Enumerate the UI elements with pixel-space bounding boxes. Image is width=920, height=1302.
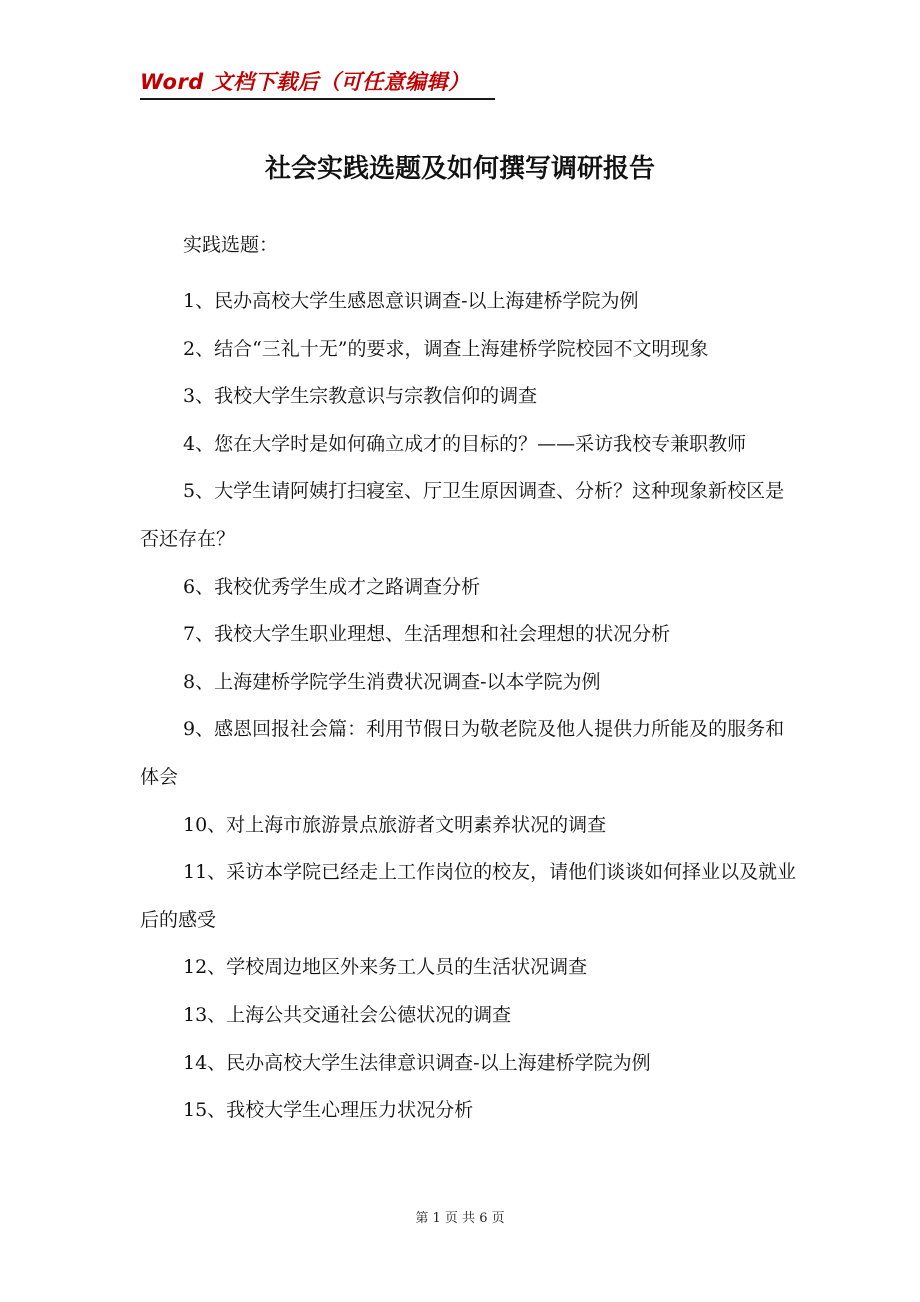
topic-item: 11、采访本学院已经走上工作岗位的校友，请他们谈谈如何择业以及就业后的感受 — [140, 861, 797, 931]
topic-item: 13、上海公共交通社会公德状况的调查 — [183, 1003, 512, 1026]
topic-item: 9、感恩回报社会篇：利用节假日为敬老院及他人提供力所能及的服务和体会 — [140, 718, 785, 788]
topic-item: 1、民办高校大学生感恩意识调查-以上海建桥学院为例 — [183, 290, 639, 312]
page-indicator: 第 1 页 共 6 页 — [415, 1211, 505, 1226]
topic-item: 10、对上海市旅游景点旅游者文明素养状况的调查 — [183, 813, 607, 836]
banner-text: Word 文档下载后（可任意编辑） — [140, 70, 470, 94]
document-title: 社会实践选题及如何撰写调研报告 — [264, 154, 655, 184]
section-label: 实践选题： — [183, 234, 279, 256]
topic-item: 8、上海建桥学院学生消费状况调查-以本学院为例 — [183, 670, 601, 693]
topic-item: 5、大学生请阿姨打扫寝室、厅卫生原因调查、分析？这种现象新校区是否还存在？ — [140, 480, 785, 550]
topic-item: 4、您在大学时是如何确立成才的目标的？——采访我校专兼职教师 — [183, 432, 747, 455]
topic-item: 3、我校大学生宗教意识与宗教信仰的调查 — [183, 385, 538, 408]
topic-item: 15、我校大学生心理压力状况分析 — [183, 1099, 474, 1122]
download-banner — [140, 62, 495, 100]
topic-item: 6、我校优秀学生成才之路调查分析 — [183, 575, 481, 598]
topic-list — [140, 278, 800, 1135]
topic-item: 12、学校周边地区外来务工人员的生活状况调查 — [183, 956, 588, 979]
topic-item: 2、结合“三礼十无”的要求，调查上海建桥学院校园不文明现象 — [183, 337, 709, 360]
topic-item: 14、民办高校大学生法律意识调查-以上海建桥学院为例 — [183, 1051, 651, 1074]
topic-item: 7、我校大学生职业理想、生活理想和社会理想的状况分析 — [183, 623, 671, 646]
